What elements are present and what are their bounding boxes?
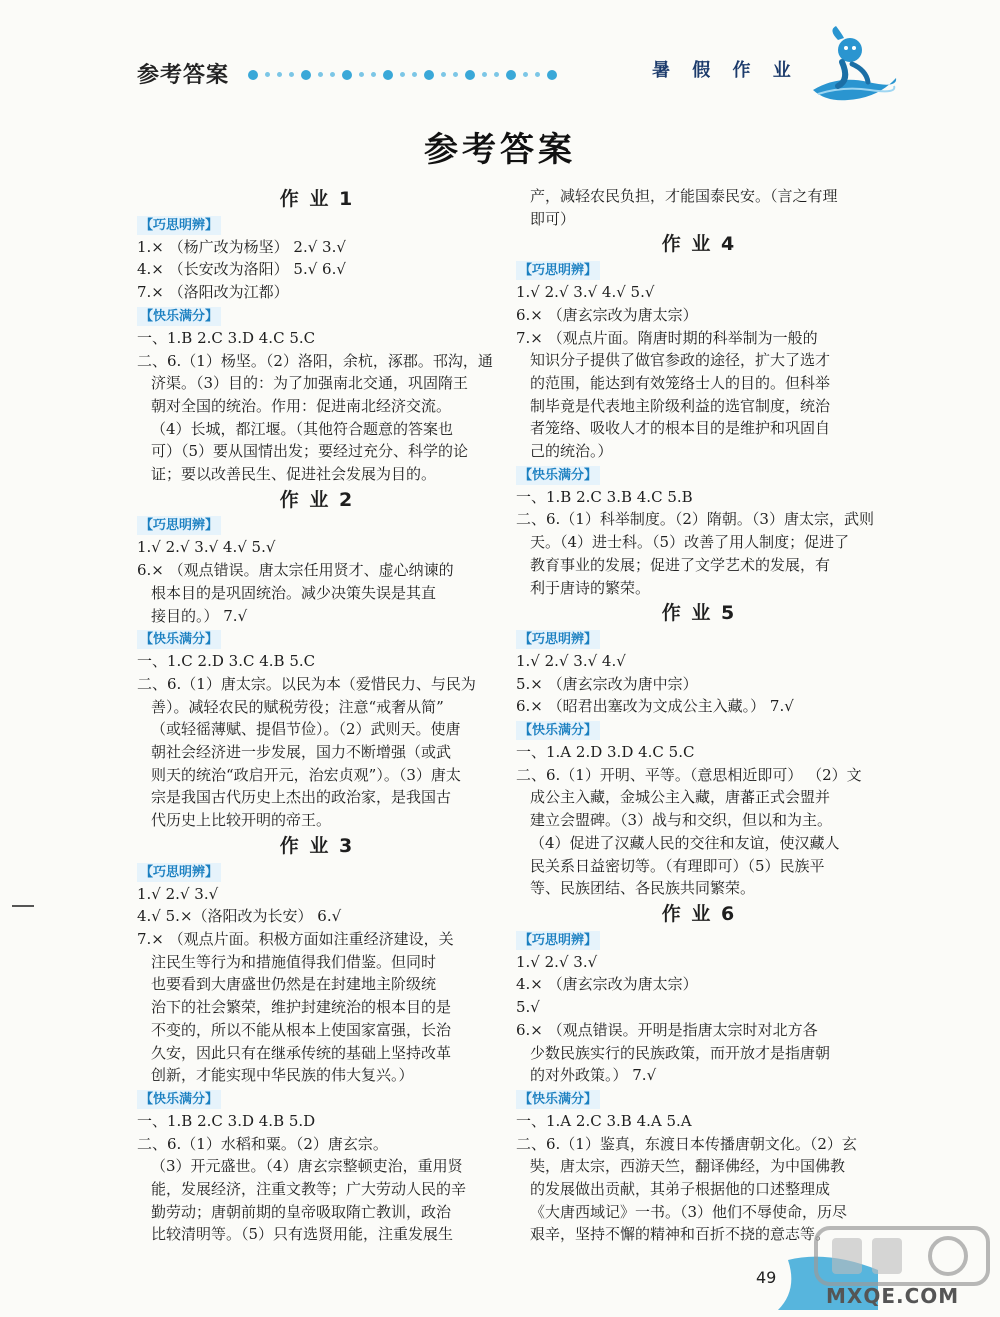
answer-line: 的发展做出贡献，其弟子根据他的口述整理成 <box>530 1180 831 1199</box>
answer-line: （或轻徭薄赋、提倡节俭）。（2）武则天。使唐 <box>151 720 461 739</box>
subsection-tag-row <box>137 1087 497 1110</box>
answer-line: 7.× （观点片面。隋唐时期的科举制为一般的 <box>516 328 818 347</box>
answer-line: 1.√ 2.√ 3.√ 4.√ 5.√ <box>516 283 655 302</box>
answer-line: 成公主入藏，金城公主入藏，唐蕃正式会盟并 <box>530 788 831 807</box>
answer-line: 朝社会经济进一步发展，国力不断增强（或武 <box>151 743 452 762</box>
answer-line: 7.× （洛阳改为江都） <box>137 283 289 302</box>
page-title: 参考答案 <box>424 130 576 170</box>
answer-line: 1.× （杨广改为杨坚） 2.√ 3.√ <box>137 237 346 256</box>
answer-line: 的范围，能达到有效笼络士人的目的。但科举 <box>530 373 831 392</box>
answer-line: 民关系日益密切等。（有理即可）（5）民族平 <box>530 856 825 875</box>
answer-line: 1.√ 2.√ 3.√ <box>137 884 219 903</box>
answer-line: 证；要以改善民生、促进社会发展为目的。 <box>151 465 437 484</box>
mascot-icon <box>808 20 898 110</box>
answer-line: 即可） <box>530 209 576 228</box>
answer-line: 4.× （长安改为洛阳） 5.√ 6.√ <box>137 260 346 279</box>
section-heading: 作 业 3 <box>279 834 355 857</box>
subsection-tag-row <box>516 627 882 650</box>
answer-line: 6.× （观点错误。开明是指唐太宗时对北方各 <box>516 1020 818 1039</box>
header-brand: 暑 假 作 业 <box>652 60 799 81</box>
answer-line: 一、1.B 2.C 3.B 4.C 5.B <box>516 487 693 506</box>
answer-line: 《大唐西域记》一书。（3）他们不辱使命，历尽 <box>530 1202 848 1221</box>
answer-line: 二、6.（1）水稻和粟。（2）唐玄宗。 <box>137 1134 388 1153</box>
answer-line: 1.√ 2.√ 3.√ <box>516 952 598 971</box>
answer-line: 勤劳动；唐朝前期的皇帝吸取隋亡教训，政治 <box>151 1202 452 1221</box>
answer-line: 宗是我国古代历史上杰出的政治家，是我国古 <box>151 788 452 807</box>
subsection-tag-row <box>516 718 882 741</box>
watermark-text: MXQE.COM <box>826 1284 960 1308</box>
answer-line: 少数民族实行的民族政策，而开放才是指唐朝 <box>530 1043 831 1062</box>
answer-line: 6.× （唐玄宗改为唐太宗） <box>516 305 698 324</box>
answer-line: 久安，因此只有在继承传统的基础上坚持改革 <box>151 1043 452 1062</box>
subsection-tag: 【巧思明辨】 <box>137 216 221 235</box>
subsection-tag-row <box>137 860 497 883</box>
subsection-tag: 【快乐满分】 <box>137 307 221 326</box>
header-label: 参考答案 <box>137 63 230 88</box>
answer-line: 一、1.C 2.D 3.C 4.B 5.C <box>137 652 316 671</box>
answer-line: 产，减轻农民负担，才能国泰民安。（言之有理 <box>530 187 838 205</box>
answer-line: 二、6.（1）科举制度。（2）隋朝。（3）唐太宗，武则 <box>516 510 874 529</box>
answer-line: 一、1.B 2.C 3.D 4.B 5.D <box>137 1111 316 1130</box>
subsection-tag: 【快乐满分】 <box>516 1090 600 1109</box>
answer-line: 教育事业的发展；促进了文学艺术的发展，有 <box>530 555 831 574</box>
answer-line: 善）。减轻农民的赋税劳役；注意“戒奢从简” <box>151 697 444 716</box>
answer-line: 5.√ <box>516 998 540 1017</box>
answer-line: 根本目的是巩固统治。减少决策失误是其直 <box>151 583 437 602</box>
answer-line: 则天的统治“政启开元，治宏贞观”）。（3）唐太 <box>151 765 461 784</box>
answer-line: 一、1.B 2.C 3.D 4.C 5.C <box>137 328 316 347</box>
answer-line: 朝对全国的统治。作用：促进南北经济交流。 <box>151 396 452 415</box>
answer-line: 接目的。） 7.√ <box>151 606 248 625</box>
subsection-tag: 【巧思明辨】 <box>516 630 600 649</box>
answer-line: 等、民族团结、各民族共同繁荣。 <box>530 879 756 898</box>
answer-line: 代历史上比较开明的帝王。 <box>151 811 332 830</box>
page-header <box>0 0 1000 130</box>
header-dot-divider <box>248 64 638 80</box>
answer-line: 济渠。（3）目的：为了加强南北交通，巩固隋王 <box>151 374 469 393</box>
answer-line: 建立会盟碑。（3）战与和交织，但以和为主。 <box>530 811 833 830</box>
subsection-tag-row <box>137 213 497 236</box>
subsection-tag-row <box>137 627 497 650</box>
page-number: 49 <box>756 1268 777 1287</box>
right-column <box>516 185 882 1246</box>
answer-line: 可）（5）要从国情出发；要经过充分、科学的论 <box>151 442 469 461</box>
answer-line: 6.× （观点错误。唐太宗任用贤才、虚心纳谏的 <box>137 561 454 580</box>
answer-line: 利于唐诗的繁荣。 <box>530 578 651 597</box>
answer-line: 注民生等行为和措施值得我们借鉴。但同时 <box>151 952 437 971</box>
answer-line: 一、1.A 2.C 3.B 4.A 5.A <box>516 1111 692 1130</box>
answer-line: 4.× （唐玄宗改为唐太宗） <box>516 975 698 994</box>
section-heading: 作 业 4 <box>661 233 737 256</box>
answer-line: 能，发展经济，注重文教等；广大劳动人民的辛 <box>151 1180 467 1199</box>
answer-line: 治下的社会繁荣，维护封建统治的根本目的是 <box>151 998 452 1017</box>
section-heading: 作 业 6 <box>661 902 737 925</box>
answer-line: 比较清明等。（5）只有选贤用能，注重发展生 <box>151 1225 454 1244</box>
subsection-tag-row <box>137 304 497 327</box>
subsection-tag-row <box>516 258 882 281</box>
answer-line: 二、6.（1）鉴真，东渡日本传播唐朝文化。（2）玄 <box>516 1134 857 1153</box>
section-heading: 作 业 1 <box>279 188 355 210</box>
subsection-tag-row <box>516 1087 882 1110</box>
answer-line: 天。（4）进士科。（5）改善了用人制度；促进了 <box>530 533 850 552</box>
answer-line: 一、1.A 2.D 3.D 4.C 5.C <box>516 743 695 762</box>
answer-line: 不变的，所以不能从根本上使国家富强，长治 <box>151 1020 452 1039</box>
subsection-tag: 【巧思明辨】 <box>516 931 600 950</box>
answer-line: （4）促进了汉藏人民的交往和友谊，使汉藏人 <box>530 833 840 852</box>
answer-line: 二、6.（1）杨坚。（2）洛阳，余杭，涿郡。邗沟，通 <box>137 351 493 370</box>
left-column <box>137 185 497 1246</box>
subsection-tag: 【快乐满分】 <box>516 721 600 740</box>
answer-line: 1.√ 2.√ 3.√ 4.√ <box>516 651 626 670</box>
answer-line: 二、6.（1）开明、平等。（意思相近即可） （2）文 <box>516 765 862 784</box>
subsection-tag-row <box>137 513 497 536</box>
answer-line: 者笼络、吸收人才的根本目的是维护和巩固自 <box>530 419 831 438</box>
subsection-tag: 【巧思明辨】 <box>137 516 221 535</box>
answer-line: 5.× （唐玄宗改为唐中宗） <box>516 674 698 693</box>
answer-line: 6.× （昭君出塞改为文成公主入藏。） 7.√ <box>516 697 794 716</box>
answer-line: 7.× （观点片面。积极方面如注重经济建设，关 <box>137 929 454 948</box>
subsection-tag: 【巧思明辨】 <box>137 863 221 882</box>
answer-line: （4）长城，都江堰。（其他符合题意的答案也 <box>151 419 454 438</box>
answer-line: 的对外政策。） 7.√ <box>530 1066 657 1085</box>
answer-line: 二、6.（1）唐太宗。以民为本（爱惜民力、与民为 <box>137 674 476 693</box>
answer-line: 创新，才能实现中华民族的伟大复兴。） <box>151 1066 414 1085</box>
answer-line: 也要看到大唐盛世仍然是在封建地主阶级统 <box>151 975 437 994</box>
subsection-tag: 【巧思明辨】 <box>516 261 600 280</box>
subsection-tag: 【快乐满分】 <box>137 630 221 649</box>
answer-line: 4.√ 5.×（洛阳改为长安） 6.√ <box>137 907 342 926</box>
answer-line: 己的统治。） <box>530 442 613 461</box>
answer-line: 制毕竟是代表地主阶级利益的选官制度，统治 <box>530 396 831 415</box>
subsection-tag: 【快乐满分】 <box>137 1090 221 1109</box>
answer-line: 1.√ 2.√ 3.√ 4.√ 5.√ <box>137 538 276 557</box>
section-heading: 作 业 2 <box>279 488 355 511</box>
scan-mark <box>12 905 34 907</box>
answer-line: 奘，唐太宗，西游天竺，翻译佛经，为中国佛教 <box>530 1157 846 1176</box>
answer-line: 艰辛，坚持不懈的精神和百折不挠的意志等。 <box>530 1225 831 1244</box>
answer-line: 知识分子提供了做官参政的途径，扩大了选才 <box>530 351 831 370</box>
subsection-tag: 【快乐满分】 <box>516 466 600 485</box>
subsection-tag-row <box>516 463 882 486</box>
subsection-tag-row <box>516 928 882 951</box>
section-heading: 作 业 5 <box>661 602 737 625</box>
answer-line: （3）开元盛世。（4）唐玄宗整顿吏治，重用贤 <box>151 1157 463 1176</box>
